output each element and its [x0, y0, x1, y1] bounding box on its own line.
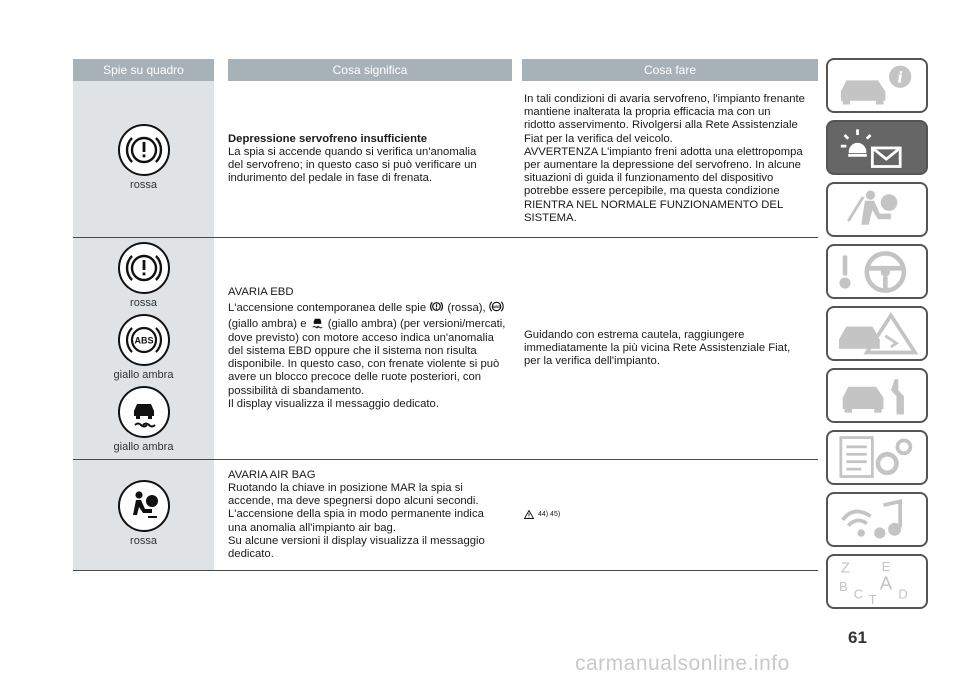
lamp-color-label: giallo ambra — [113, 440, 174, 453]
lamp-color-label: rossa — [130, 179, 157, 191]
action-line: ridotto asservimento. Rivolgersi alla Rete Assistenziale — [524, 119, 798, 132]
meaning-line: indurimento del pedale in fase di frenata. — [228, 172, 433, 185]
index-letter: A — [879, 572, 893, 594]
watermark: carmanualsonline.info — [575, 652, 790, 675]
table-row — [73, 81, 818, 238]
stability-control-icon — [310, 315, 325, 330]
index-letter: D — [898, 586, 908, 602]
action-line: per la verifica dell'impianto. — [524, 355, 660, 368]
warning-lights-icon — [828, 122, 926, 173]
index-letter: Z — [840, 560, 850, 577]
lamp-cell — [73, 81, 214, 237]
table-header — [73, 59, 818, 81]
svg-text:i: i — [897, 69, 904, 87]
tab-technical-data[interactable] — [826, 430, 928, 485]
lamp-color-label: rossa — [130, 296, 157, 309]
header-lamps: Spie su quadro — [73, 59, 214, 81]
stability-control-icon — [117, 385, 171, 439]
tab-safety[interactable] — [826, 182, 928, 237]
action-cell — [522, 238, 818, 459]
meaning-line: Il display visualizza il messaggio dedicato. — [228, 397, 439, 410]
abs-icon — [117, 313, 171, 367]
action-line: AVVERTENZA L'impianto freni adotta una elettropompa — [524, 145, 803, 158]
tab-car-info[interactable] — [826, 58, 928, 113]
svg-text:ABS: ABS — [492, 305, 501, 310]
abs-icon — [489, 299, 504, 314]
meaning-line: La spia si accende quando si verifica un'anomalia — [228, 145, 477, 158]
index-letter: C — [853, 586, 864, 602]
meaning-cell — [214, 238, 522, 459]
fault-title: Depressione servofreno insufficiente — [228, 132, 428, 145]
meaning-line — [228, 315, 522, 331]
lamp-color-label: giallo ambra — [113, 368, 174, 381]
action-line: per aumentare la depressione del servofreno. In alcune — [524, 159, 801, 171]
meaning-line: avere un blocco precoce delle ruote posteriori, con — [228, 371, 482, 384]
index-letter: B — [838, 579, 848, 595]
action-line: Guidando con estrema cautela, raggiungere — [524, 328, 745, 341]
emergency-icon — [828, 308, 926, 359]
brake-warning-icon — [117, 241, 171, 295]
warning-lights-table — [73, 59, 818, 571]
action-line: mantiene inalterata la propria efficacia ma con un — [524, 106, 771, 119]
tab-emergency[interactable] — [826, 306, 928, 361]
maintenance-icon — [828, 370, 926, 421]
page-number: 61 — [848, 628, 867, 647]
brake-warning-icon — [117, 123, 171, 177]
warning-note — [524, 508, 818, 521]
meaning-line: possibilità di sbandamento. — [228, 384, 365, 397]
meaning-line: del servofreno; in questo caso si può verificare un — [228, 159, 477, 171]
action-cell — [522, 81, 818, 237]
meaning-line: dove previsto) con motore acceso indica un'anomalia — [228, 331, 494, 344]
action-line: situazioni di guida il funzionamento del dispositivo — [524, 172, 774, 185]
action-line: SISTEMA. — [524, 211, 577, 224]
index-letter: T — [868, 592, 877, 607]
meaning-cell — [214, 81, 522, 237]
tab-multimedia[interactable] — [826, 492, 928, 547]
action-line: immediatamente la più vicina Rete Assistenziale Fiat, — [524, 341, 791, 354]
meaning-line: dedicato. — [228, 548, 274, 560]
meaning-line: una anomalia all'impianto air bag. — [228, 521, 396, 534]
lamp-cell — [73, 238, 214, 459]
airbag-icon — [117, 479, 171, 533]
multimedia-icon — [828, 494, 926, 545]
lamp-color-label: rossa — [130, 535, 157, 547]
tab-index[interactable] — [826, 554, 928, 609]
action-cell — [522, 460, 818, 570]
warning-triangle-icon — [524, 510, 534, 519]
fault-title: AVARIA AIR BAG — [228, 468, 316, 481]
meaning-text: (rossa), — [447, 302, 486, 315]
tab-maintenance[interactable] — [826, 368, 928, 423]
note-references: 44) 45) — [538, 511, 561, 519]
action-line: Fiat per la verifica del veicolo. — [524, 132, 673, 145]
tab-warning-lights[interactable] — [826, 120, 928, 175]
brake-warning-icon — [429, 299, 444, 314]
table-row — [73, 238, 818, 460]
header-meaning: Cosa significa — [228, 59, 512, 81]
action-line: RIENTRA NEL NORMALE FUNZIONAMENTO DEL — [524, 198, 784, 211]
index-icon — [828, 556, 926, 607]
technical-data-icon — [828, 432, 926, 483]
action-line: In tali condizioni di avaria servofreno, l'impianto frenante — [524, 92, 805, 105]
action-line: potrebbe essere percepibile, ma questa condizione — [524, 185, 780, 198]
lamp-cell — [73, 460, 214, 570]
svg-text:ABS: ABS — [133, 335, 154, 345]
fault-title: AVARIA EBD — [228, 286, 294, 299]
meaning-line: accende, ma deve spegnersi dopo alcuni secondi. — [228, 495, 479, 508]
meaning-line: disponibile. In questo caso, con frenate violente si può — [228, 358, 500, 371]
safety-airbag-icon — [828, 184, 926, 235]
meaning-cell — [214, 460, 522, 570]
meaning-line: L'accensione della spia in modo permanente indica — [228, 508, 484, 521]
tab-driving[interactable] — [826, 244, 928, 299]
meaning-text: L'accensione contemporanea delle spie — [228, 302, 427, 315]
meaning-line: Su alcune versioni il display visualizza il messaggio — [228, 534, 485, 547]
meaning-text: (giallo ambra) (per versioni/mercati, — [327, 318, 506, 331]
meaning-line — [228, 299, 522, 315]
header-action: Cosa fare — [522, 59, 818, 81]
car-info-icon — [828, 60, 926, 111]
meaning-line: del sistema EBD oppure che il sistema non risulta — [228, 344, 477, 357]
meaning-text: (giallo ambra) e — [228, 318, 307, 331]
table-row — [73, 460, 818, 571]
steering-wheel-icon — [828, 246, 926, 297]
index-letter: E — [881, 558, 891, 574]
meaning-line: Ruotando la chiave in posizione MAR la spia si — [228, 481, 463, 494]
